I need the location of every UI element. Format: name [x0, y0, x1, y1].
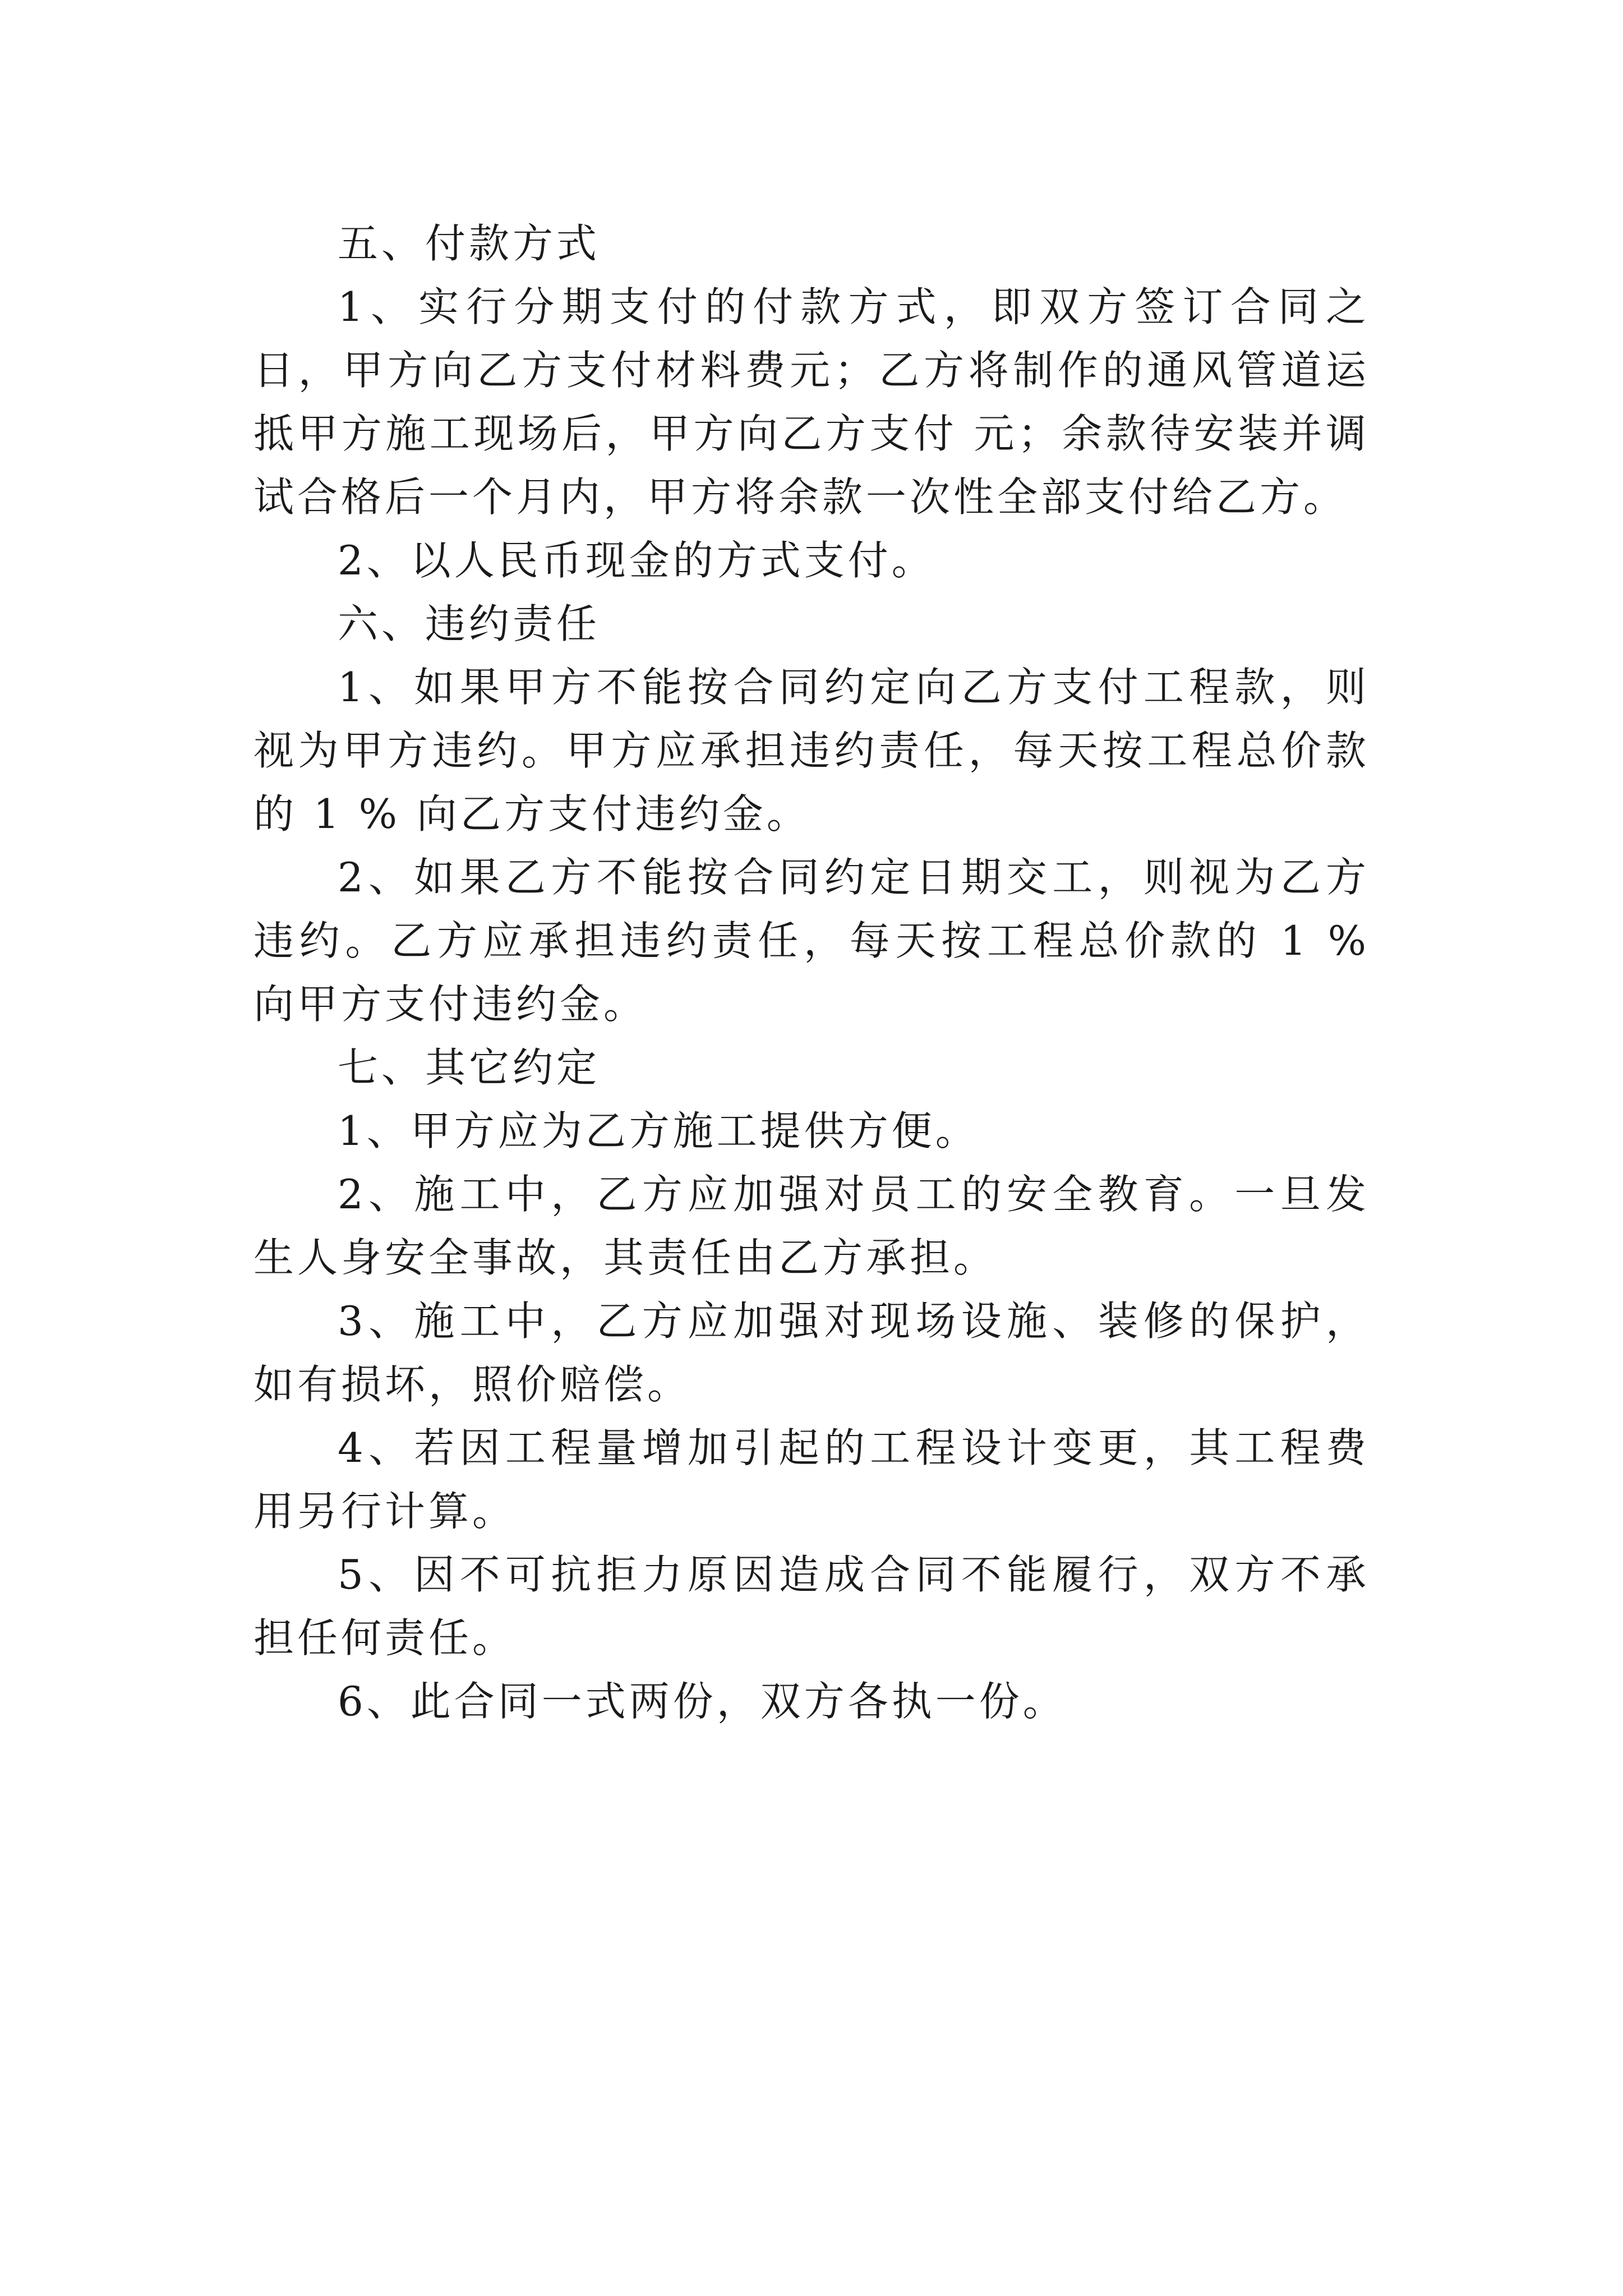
breach-clause-1: 1、如果甲方不能按合同约定向乙方支付工程款，则视为甲方违约。甲方应承担违约责任，每天按工程总价款的 1 % 向乙方支付违约金。: [253, 664, 1370, 838]
breach-clause-2: 2、如果乙方不能按合同约定日期交工，则视为乙方违约。乙方应承担违约责任，每天按工程总价款的 1 % 向甲方支付违约金。: [253, 854, 1370, 1028]
other-clause-3: 3、施工中，乙方应加强对现场设施、装修的保护，如有损坏，照价赔偿。: [253, 1297, 1370, 1408]
document-body: [253, 212, 1370, 1733]
section-heading-other-terms: 七、其它约定: [338, 1044, 601, 1091]
section-heading-payment-method: 五、付款方式: [338, 220, 601, 267]
payment-clause-1: 1、实行分期支付的付款方式，即双方签订合同之日，甲方向乙方支付材料费元；乙方将制作的通风管道运抵甲方施工现场后，甲方向乙方支付 元；余款待安装并调试合格后一个月内，甲方将余款一次性全部支付给乙方。: [253, 283, 1370, 521]
other-clause-2: 2、施工中，乙方应加强对员工的安全教育。一旦发生人身安全事故，其责任由乙方承担。: [253, 1171, 1370, 1281]
other-clause-1: 1、甲方应为乙方施工提供方便。: [338, 1107, 979, 1154]
other-clause-4: 4、若因工程量增加引起的工程设计变更，其工程费用另行计算。: [253, 1424, 1370, 1535]
section-heading-breach-liability: 六、违约责任: [338, 600, 601, 647]
other-clause-6: 6、此合同一式两份，双方各执一份。: [338, 1678, 1067, 1725]
other-clause-5: 5、因不可抗拒力原因造成合同不能履行，双方不承担任何责任。: [253, 1551, 1370, 1662]
payment-clause-2: 2、以人民币现金的方式支付。: [338, 537, 935, 584]
